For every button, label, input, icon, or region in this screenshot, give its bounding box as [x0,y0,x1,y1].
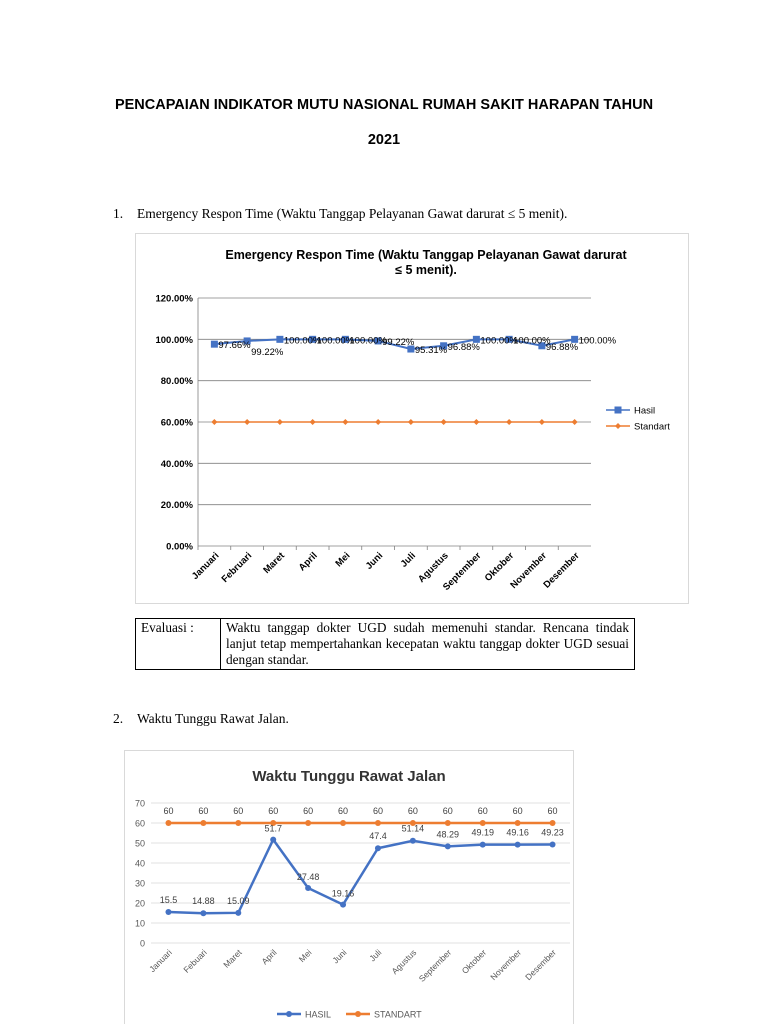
x-tick-label: Oktober [482,550,517,584]
data-label: 100.00% [283,335,322,347]
data-label-standart: 60 [233,806,244,816]
y-tick-label: 120.00% [155,293,193,305]
chart-title: Emergency Respon Time (Waktu Tanggap Pelayanan Gawat darurat [225,248,627,262]
y-tick-label: 20.00% [160,500,193,512]
data-label-standart: 60 [547,806,558,816]
chart-1-frame [135,233,689,604]
evaluation-text: Waktu tanggap dokter UGD sudah memenuhi standar. Rencana tindak lanjut tetap mempertahankan kecepatan waktu tanggap dokter UGD sesuai dengan standar. [221,619,635,670]
x-tick-label: April [296,550,320,574]
x-tick-label: November [488,947,524,983]
data-point-hasil [515,842,521,848]
x-tick-label: Juni [330,947,349,966]
y-tick-label: 40.00% [160,458,193,470]
y-tick-label: 80.00% [160,376,193,388]
data-label: 100.00% [578,335,617,347]
data-label: 99.22% [382,336,415,348]
data-point-hasil [410,838,416,844]
x-tick-label: Februari [219,550,255,586]
x-tick-label: Oktober [459,947,489,976]
data-point-standart [340,820,346,826]
data-point-hasil [305,885,311,891]
data-label-hasil: 15.5 [159,895,178,905]
data-point-hasil [211,341,218,348]
data-point-hasil [375,845,381,851]
chart-2-frame [124,750,574,1024]
data-point-standart [539,419,545,425]
y-tick-label: 60.00% [160,417,193,429]
evaluation-label: Evaluasi : [136,619,221,670]
data-label-hasil: 51.7 [264,823,282,834]
x-tick-label: November [508,550,549,591]
data-label-standart: 60 [338,806,349,816]
evaluation-table [135,618,635,670]
data-point-standart [445,820,451,826]
data-point-hasil [235,910,241,916]
data-point-hasil [200,910,206,916]
x-tick-label: Maret [221,947,244,970]
data-label-hasil: 27.48 [296,872,320,883]
data-point-standart [506,419,512,425]
data-point-standart [310,419,316,425]
legend-label: Standart [634,421,670,433]
data-point-hasil [276,336,283,343]
data-label: 99.22% [251,346,284,358]
legend-marker [615,407,622,414]
x-tick-label: Januari [147,947,174,975]
y-tick-label: 40 [134,858,145,869]
data-label-hasil: 49.16 [506,827,529,838]
x-tick-label: Desember [523,947,558,983]
data-label-hasil: 15.09 [227,895,250,906]
data-point-standart [277,419,283,425]
data-point-standart [375,820,381,826]
data-label-standart: 60 [198,806,209,816]
list-number: 2. [113,711,124,726]
data-point-standart [342,419,348,425]
chart-title: ≤ 5 menit). [395,263,457,277]
list-number: 1. [113,206,124,221]
data-point-standart [235,820,241,826]
x-tick-label: Mei [333,550,353,570]
legend-label: STANDART [374,1009,422,1020]
x-tick-label: Febuari [181,947,209,975]
data-point-hasil [550,842,556,848]
y-tick-label: 0.00% [166,541,193,553]
data-label-standart: 60 [268,806,279,816]
x-tick-label: Desember [541,550,582,591]
data-point-hasil [165,909,171,915]
data-point-standart [200,820,206,826]
legend-marker [615,423,621,429]
chart-waktu-tunggu-rawat-jalan [125,751,573,1025]
data-point-standart [441,419,447,425]
list-item-text: Emergency Respon Time (Waktu Tanggap Pelayanan Gawat darurat ≤ 5 menit). [137,206,568,221]
data-label-hasil: 48.29 [436,829,460,840]
legend-label: Hasil [634,405,656,417]
data-label-standart: 60 [442,806,453,816]
data-label-standart: 60 [163,806,174,816]
x-tick-label: September [440,550,484,593]
chart-title: Waktu Tunggu Rawat Jalan [252,768,446,785]
x-tick-label: Januari [189,550,222,583]
x-tick-label: Mei [296,947,314,965]
legend-label: HASIL [305,1009,332,1020]
data-point-standart [305,820,311,826]
data-label-hasil: 47.4 [369,831,387,842]
x-tick-label: Juni [363,550,386,572]
data-point-standart [550,820,556,826]
x-tick-label: September [416,947,454,984]
y-tick-label: 10 [134,918,145,929]
data-label-hasil: 49.19 [471,827,494,838]
data-label-standart: 60 [477,806,488,816]
list-item-2 [113,711,289,727]
y-tick-label: 20 [134,898,145,909]
data-label: 100.00% [513,335,551,347]
data-label: 95.31% [414,345,448,357]
data-label-hasil: 49.23 [541,827,564,838]
list-item-text: Waktu Tunggu Rawat Jalan. [137,711,289,726]
y-tick-label: 30 [134,878,145,889]
data-label: 96.88% [545,341,579,353]
y-tick-label: 60 [134,818,145,829]
y-tick-label: 70 [134,798,145,809]
data-label: 96.88% [447,341,480,353]
x-tick-label: April [259,947,279,967]
x-tick-label: Agustus [416,550,451,585]
document-title-year: 2021 [367,132,401,148]
data-label-standart: 60 [372,806,383,816]
data-label: 97.66% [218,340,251,352]
data-point-hasil [480,842,486,848]
data-point-standart [408,419,414,425]
data-point-hasil [340,902,346,908]
data-point-standart [572,419,578,425]
data-label-hasil: 14.88 [192,896,215,907]
legend-marker [286,1011,292,1017]
x-tick-label: Agustus [389,947,419,977]
y-tick-label: 0 [139,938,145,949]
document-title: PENCAPAIAN INDIKATOR MUTU NASIONAL RUMAH SAKIT HARAPAN TAHUN [114,97,654,113]
data-label-standart: 60 [512,806,523,816]
data-label-standart: 60 [407,806,418,816]
data-label-hasil: 19.16 [331,888,355,899]
data-label: 100.00% [316,335,355,347]
data-point-standart [375,419,381,425]
data-label: 100.00% [480,335,518,347]
data-point-hasil [270,837,276,843]
chart-emergency-respon-time [136,234,688,603]
x-tick-label: Maret [261,550,287,577]
data-point-standart [480,820,486,826]
list-item-1 [113,206,567,222]
data-label: 100.00% [349,335,387,347]
data-label-hasil: 51.14 [401,823,425,834]
data-point-standart [473,419,479,425]
x-tick-label: Juli [367,947,384,964]
data-point-standart [165,820,171,826]
legend-marker [355,1011,361,1017]
data-point-standart [244,419,250,425]
data-point-hasil [445,843,451,849]
y-tick-label: 100.00% [155,334,193,346]
data-point-standart [211,419,217,425]
data-point-standart [515,820,521,826]
data-label-standart: 60 [303,806,314,816]
x-tick-label: Juli [398,550,418,570]
y-tick-label: 50 [134,838,145,849]
